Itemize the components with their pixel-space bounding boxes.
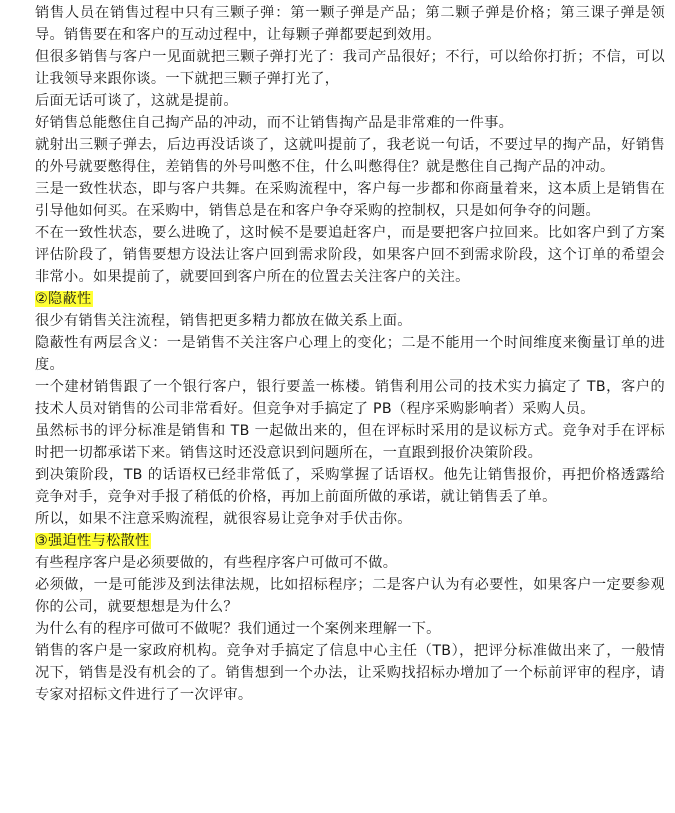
- paragraph: 隐蔽性有两层含义：一是销售不关注客户心理上的变化；二是不能用一个时间维度来衡量订单的进度。: [35, 335, 665, 373]
- paragraph: 销售的客户是一家政府机构。竞争对手搞定了信息中心主任（TB），把评分标准做出来了，一般情况下，销售是没有机会的了。销售想到一个办法，让采购找招标办增加了一个标前评审的程序，请专家对招标文件进行了一次评审。: [35, 643, 665, 703]
- paragraph: 必须做，一是可能涉及到法律法规，比如招标程序；二是客户认为有必要性，如果客户一定要参观你的公司，就要想想是为什么？: [35, 577, 665, 615]
- paragraph: 但很多销售与客户一见面就把三颗子弹打光了：我司产品很好；不行，可以给你打折；不信，可以让我领导来跟你谈。一下就把三颗子弹打光了，: [35, 49, 665, 87]
- paragraph: 很少有销售关注流程，销售把更多精力都放在做关系上面。: [35, 313, 412, 329]
- paragraph: 一个建材销售跟了一个银行客户，银行要盖一栋楼。销售利用公司的技术实力搞定了 TB，客户的技术人员对销售的公司非常看好。但竞争对手搞定了 PB（程序采购影响者）采购人员。: [35, 379, 665, 417]
- paragraph: 销售人员在销售过程中只有三颗子弹：第一颗子弹是产品；第二颗子弹是价格；第三课子弹是领导。销售要在和客户的互动过程中，让每颗子弹都要起到效用。: [35, 5, 665, 43]
- paragraph: 不在一致性状态，要么进晚了，这时候不是要追赶客户，而是要把客户拉回来。比如客户到了方案评估阶段了，销售要想方设法让客户回到需求阶段，如果客户回不到需求阶段，这个订单的希望会非常小。如果提前了，就要回到客户所在的位置去关注客户的关注。: [35, 225, 665, 285]
- section-heading-concealment: [35, 288, 665, 310]
- highlighted-heading-text: ②隐蔽性: [35, 291, 92, 307]
- paragraph: 所以，如果不注意采购流程，就很容易让竞争对手伏击你。: [35, 511, 412, 527]
- paragraph: 虽然标书的评分标准是销售和 TB 一起做出来的，但在评标时采用的是议标方式。竞争对手在评标时把一切都承诺下来。销售这时还没意识到问题所在，一直跟到报价决策阶段。: [35, 423, 665, 461]
- paragraph: 后面无话可谈了，这就是提前。: [35, 93, 238, 109]
- paragraph: 就射出三颗子弹去，后边再没话谈了，这就叫提前了，我老说一句话，不要过早的掏产品，好销售的外号就要憋得住，差销售的外号叫憋不住，什么叫憋得住？就是憋住自己掏产品的冲动。: [35, 137, 665, 175]
- section-heading-compulsion: [35, 530, 665, 552]
- paragraph: 到决策阶段，TB 的话语权已经非常低了，采购掌握了话语权。他先让销售报价，再把价格透露给竞争对手，竞争对手报了稍低的价格，再加上前面所做的承诺，就让销售丢了单。: [35, 467, 665, 505]
- highlighted-heading-text: ③强迫性与松散性: [35, 533, 150, 549]
- paragraph: 好销售总能憋住自己掏产品的冲动，而不让销售掏产品是非常难的一件事。: [35, 115, 514, 131]
- paragraph: 为什么有的程序可做可不做呢？我们通过一个案例来理解一下。: [35, 621, 441, 637]
- paragraph: 三是一致性状态，即与客户共舞。在采购流程中，客户每一步都和你商量着来，这本质上是销售在引导他如何买。在采购中，销售总是在和客户争夺采购的控制权，只是如何争夺的问题。: [35, 181, 665, 219]
- paragraph: 有些程序客户是必须要做的，有些程序客户可做可不做。: [35, 555, 398, 571]
